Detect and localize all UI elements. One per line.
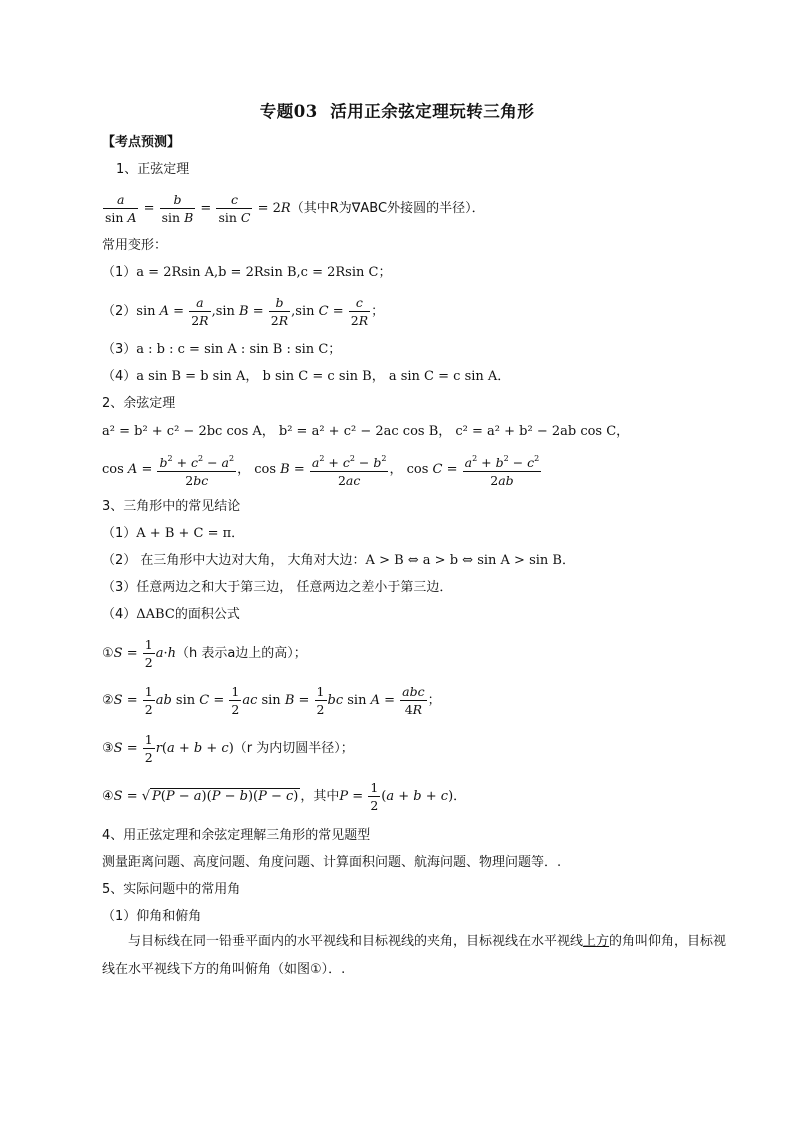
sine-law-formula: $\frac{a}{\text{sin A}}$ = $\frac{b}{\text{sin B}}$ = $\frac{c}{\text{sin C}}$ = 2R（其中R为∇ABC外接圆的半径）． [105,192,485,225]
variant-1 [102,263,391,283]
heading-cosine-law: 2、余弦定理 [102,396,176,411]
area-3-note: （r 为内切圆半径）； [233,741,354,756]
area-1-note: （h 表示a边上的高）； [175,646,307,661]
sine-law-note: （其中R为∇ABC外接圆的半径）． [290,201,485,216]
cosine-law-formula: a² = b² + c² − 2bc cos A， b² = a² + c² − 2ac cos B， c² = a² + b² − 2ab cos C， [102,424,630,439]
variant-4-label: （4） [102,369,137,384]
title-prefix: 专题 [259,102,294,121]
area-2-mark: ② [102,693,114,708]
title-number: 03 [293,102,318,121]
area-4-mark: ④ [102,789,114,804]
conclusion-1-formula: A + B + C = π． [136,526,245,541]
variant-4-formula: a sin B = b sin A， b sin C = c sin B， a sin C = c sin A． [136,369,511,384]
frac-one-half-3: $\frac{1}{2}$ [144,732,153,765]
variants-label: 常用变形： [102,238,168,253]
conclusion-2-formula: A > B ⇔ a > b ⇔ sin A > sin B． [365,553,575,568]
frac-b-2R: $\frac{b}{2R}$ [270,295,289,328]
conclusion-4 [102,605,240,625]
variant-4 [102,367,510,387]
area-formula-4: ④S = √ P(P − a)(P − b)(P − c) ，其中P = $\frac{1}{2}$ (a + b + c)． [102,780,467,813]
frac-c-2R: $\frac{c}{2R}$ [350,295,369,328]
conclusion-2-text: 在三角形中大边对大角， 大角对大边： [136,553,366,568]
frac-cosB: $\frac{a^2 + c^2 - b^2}{2ac}$ [311,454,387,488]
variant-3-label: （3） [102,342,137,357]
variant-1-formula: a = 2Rsin A,b = 2Rsin B,c = 2Rsin C； [136,265,392,280]
conclusion-4-label: （4） [102,607,137,622]
para-underlined: 上方 [583,934,610,949]
problem-types-list: 测量距离问题、高度问题、角度问题、计算面积问题、航海问题、物理问题等．. [102,855,562,870]
variant-2-label: （2） [102,304,137,319]
elevation-paragraph [102,928,730,984]
frac-one-half-2b: $\frac{1}{2}$ [231,684,240,717]
conclusion-2-label: （2） [102,553,137,568]
page-title [0,98,794,122]
section-tag: 【考点预测】 [102,135,181,150]
area-1-mark: ① [102,646,114,661]
frac-cosA: $\frac{b^2 + c^2 - a^2}{2bc}$ [159,454,235,488]
heading-sine-law: 1、正弦定理 [116,162,190,177]
heading-problem-types: 4、用正弦定理和余弦定理解三角形的常见题型 [102,828,371,843]
conclusion-4-text: 的面积公式 [174,607,240,622]
frac-cosC: $\frac{a^2 + b^2 - c^2}{2ab}$ [464,454,540,488]
area-formula-1: ①S = $\frac{1}{2}$ a·h（h 表示a边上的高）； [102,637,307,670]
frac-a-2R: $\frac{a}{2R}$ [191,295,209,328]
variant-3-formula: a : b : c = sin A : sin B : sin C； [136,342,342,357]
variant-1-label: （1） [102,265,137,280]
frac-one-half-2c: $\frac{1}{2}$ [316,684,325,717]
area-formula-2: ②S = $\frac{1}{2}$ ab sin C = $\frac{1}{2}$ ac sin B = $\frac{1}{2}$ bc sin A = $\frac{\text{abc}}{4R}$ ； [102,684,441,717]
frac-abc-4R: $\frac{\text{abc}}{4R}$ [402,684,425,717]
heading-conclusions: 3、三角形中的常见结论 [102,499,241,514]
area-4-mid: ，其中 [300,789,340,804]
conclusion-2 [102,551,575,571]
frac-b-sinB: $\frac{b}{\text{sin B}}$ [161,192,194,225]
frac-one-half-2a: $\frac{1}{2}$ [144,684,153,717]
cosine-law-fractions: cos A = $\frac{b^2 + c^2 - a^2}{2bc}$ ， cos B = $\frac{a^2 + c^2 - b^2}{2ac}$ ， cos C = $\frac{a^2 + b^2 - c^2}{2ab}$ [102,450,542,490]
conclusion-3: （3）任意两边之和大于第三边， 任意两边之差小于第三边． [102,580,453,595]
frac-a-sinA: $\frac{a}{\text{sin A}}$ [105,192,137,225]
title-text: 活用正余弦定理玩转三角形 [330,102,535,121]
triangle-symbol: ΔABC [136,607,175,622]
heading-common-angles: 5、实际问题中的常用角 [102,882,241,897]
conclusion-1 [102,524,244,544]
conclusion-1-label: （1） [102,526,137,541]
sub-elevation-depression: （1）仰角和俯角 [102,909,202,924]
variant-2: （2）sin A = $\frac{a}{2R}$ ,sin B = $\frac{b}{2R}$ ,sin C = $\frac{c}{2R}$ ； [102,295,385,328]
frac-one-half-1: $\frac{1}{2}$ [144,637,153,670]
para-part-a: 与目标线在同一铅垂平面内的水平视线和目标视线的夹角，目标视线在水平视线 [128,934,584,949]
area-formula-3: ③S = $\frac{1}{2}$ r(a + b + c)（r 为内切圆半径）； [102,732,354,765]
variant-3 [102,340,341,360]
frac-c-sinC: $\frac{c}{\text{sin C}}$ [218,192,251,225]
frac-one-half-4: $\frac{1}{2}$ [370,780,379,813]
area-3-mark: ③ [102,741,114,756]
para-part-b: 的角叫仰角，目标视线在水平视线下方的角叫俯角（如图①）．. [102,934,727,977]
